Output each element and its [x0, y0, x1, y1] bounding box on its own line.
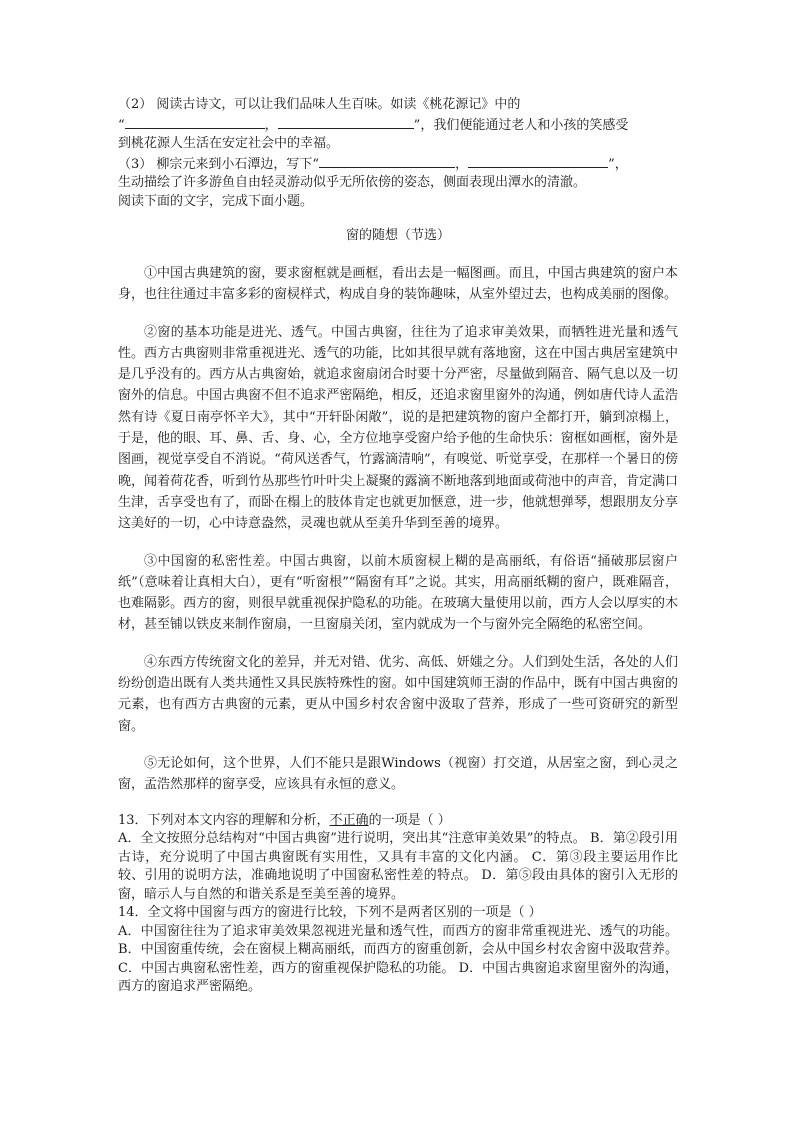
- article-paragraph-3: ③中国窗的私密性差。中国古典窗，以前木质窗棂上糊的是高丽纸，有俗语“捅破那层窗户纸”（意味着让真相大白），更有“听窗根”“隔窗有耳”之说。其实，用高丽纸糊的窗户，既难隔音，也难隔影。西方的窗，则很早就重视保护隐私的功能。在玻璃大量使用以前，西方人会以厚实的木材，甚至铺以铁皮来制作窗扇，一旦窗扇关闭，室内就成为一个与窗外完全隔绝的私密空间。: [118, 553, 678, 633]
- question-3-line-2: 生动描绘了许多游鱼自由轻灵游动似乎无所依傍的姿态，侧面表现出潭水的清澈。: [118, 175, 587, 190]
- question-2-close-quote: ”: [413, 117, 421, 133]
- question-2-prefix: （2） 阅读古诗文，可以让我们品味人生百味。如读《桃花源记》中的: [118, 97, 521, 112]
- question-13-stem-end: 的一项是（ ）: [368, 812, 451, 828]
- article-paragraph-2: ②窗的基本功能是进光、透气。中国古典窗，往往为了追求审美效果，而牺牲进光量和透气性。西方古典窗则非常重视进光、透气的功能，比如其很早就有落地窗，这在中国古典居室建筑中是几乎没有的。西方从古典窗始，就追求窗扇闭合时要十分严密，尽量做到隔音、隔气息以及一切窗外的信息。中国古典窗不但不追求严密隔绝，相反，还追求窗里窗外的沟通，例如唐代诗人孟浩然有诗《夏日南亭怀辛大》，其中“开轩卧闲敞”，说的是把建筑物的窗户全都打开，躺到凉榻上，于是，他的眼、耳、鼻、舌、身、心，全方位地享受窗户给予他的生命快乐：窗框如画框，窗外是图画，视觉享受自不消说。“荷风送香气，竹露滴清响”，有嗅觉、听觉享受，在那样一个暑日的傍晚，闻着荷花香，听到竹丛那些竹叶叶尖上凝聚的露滴不断地落到地面或荷池中的声音，肯定满口生津，舌享受也有了，而卧在榻上的肢体肯定也就更加惬意，进一步，他就想弹琴，想跟朋友分享这美好的一切，心中诗意盎然，灵魂也就从至美升华到至善的境界。: [118, 324, 678, 532]
- article-paragraph-1: ①中国古典建筑的窗，要求窗框就是画框，看出去是一幅图画。而且，中国古典建筑的窗户本身，也往往通过丰富多彩的窗棂样式，构成自身的装饰趣味，从室外望过去，也构成美丽的图像。: [118, 266, 678, 303]
- question-3-blank-2[interactable]: [468, 154, 608, 168]
- question-2-comma: ，: [264, 117, 278, 133]
- question-2-line-3: 到桃花源人生活在安定社会中的幸福。: [118, 136, 340, 151]
- question-2-blank-1[interactable]: [125, 115, 265, 129]
- question-2-line-1: [118, 96, 678, 115]
- question-13-stem: [118, 812, 678, 831]
- question-3-prefix: （3） 柳宗元来到小石潭边，写下“: [118, 156, 320, 172]
- article-paragraph-4: ④东西方传统窗文化的差异，并无对错、优劣、高低、妍媸之分。人们到处生活，各处的人们纷纷创造出既有人类共通性又具民族特殊性的窗。如中国建筑师王澍的作品中，既有中国古典窗的元素，也有西方古典窗的元素，更从中国乡村农舍窗中汲取了营养，形成了一些可资研究的新型窗。: [118, 654, 678, 734]
- question-13-underlined: 不正确: [329, 812, 369, 828]
- question-14-options: A．中国窗往往为了追求审美效果忽视进光量和透气性，而西方的窗非常重视进光、透气的功能。 B．中国窗重传统，会在窗棂上糊高丽纸，而西方的窗重创新，会从中国乡村农舍窗中汲取营养。 C．中国古典窗私密性差，西方的窗重视保护隐私的功能。 D．中国古典窗追求窗里窗外的沟通，西方的窗追求严密隔绝。: [118, 923, 678, 995]
- question-2-open-quote: “: [118, 117, 125, 133]
- article-paragraph-5: ⑤无论如何，这个世界，人们不能只是跟Windows（视窗）打交道，从居室之窗，到心灵之窗，孟浩然那样的窗享受，应该具有永恒的意义。: [118, 755, 678, 793]
- question-13-stem-text: 13．下列对本文内容的理解和分析，: [118, 812, 330, 828]
- question-13-options: A．全文按照分总结构对“中国古典窗”进行说明，突出其“注意审美效果”的特点。 B．第②段引用古诗，充分说明了中国古典窗既有实用性，又具有丰富的文化内涵。 C．第③段主要运用作比较、引用的说明方法，准确地说明了中国窗私密性差的特点。 D．第⑤段由具体的窗引入无形的窗，暗示人与自然的和谐关系是至美至善的境界。: [118, 831, 678, 902]
- question-3-tail: ”，: [608, 156, 628, 172]
- question-3-blank-1[interactable]: [319, 154, 455, 168]
- question-3-line-1: [118, 154, 678, 175]
- question-2-tail: ，我们便能通过老人和小孩的笑感受: [420, 117, 629, 133]
- question-3-comma: ，: [455, 156, 469, 172]
- question-2-blank-2[interactable]: [278, 115, 414, 129]
- article-title: 窗的随想（节选）: [345, 228, 450, 243]
- question-14-stem: 14．全文将中国窗与西方的窗进行比较，下列不是两者区别的一项是（ ）: [118, 905, 542, 921]
- reading-instruction: 阅读下面的文字，完成下面小题。: [118, 193, 314, 209]
- question-2-line-2: [118, 115, 678, 136]
- document-page: [118, 96, 678, 997]
